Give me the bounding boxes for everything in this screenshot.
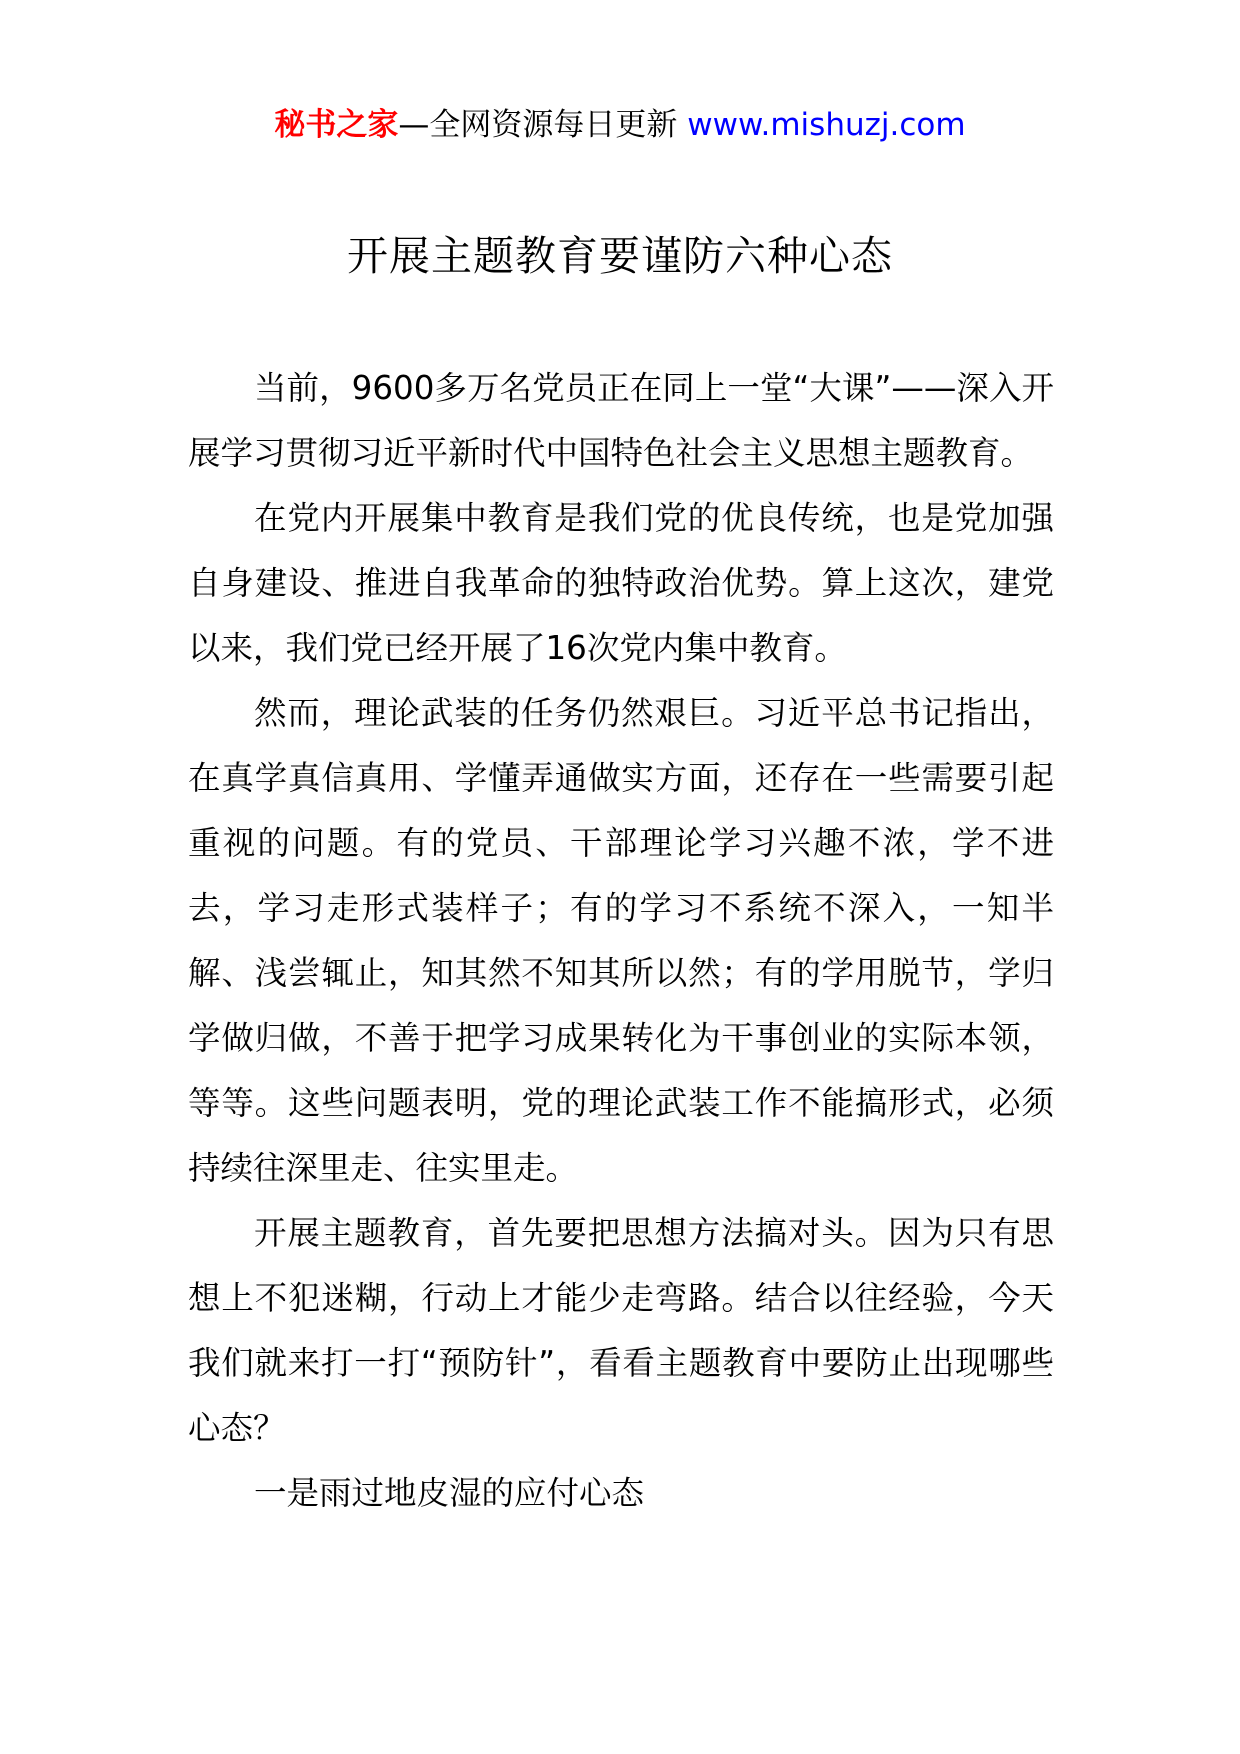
paragraph-problems: 然而，理论武装的任务仍然艰巨。习近平总书记指出，在真学真信真用、学懂弄通做实方面，还存在一些需要引起重视的问题。有的党员、干部理论学习兴趣不浓，学不进去，学习走形式装样子；有的学习不系统不深入，一知半解、浅尝辄止，知其然不知其所以然；有的学用脱节，学归学做归做，不善于把学习成果转化为干事创业的实际本领，等等。这些问题表明，党的理论武装工作不能搞形式，必须持续往深里走、往实里走。	[188, 694, 1054, 1187]
site-header	[0, 102, 1240, 148]
document-title: 开展主题教育要谨防六种心态	[347, 232, 893, 280]
paragraph-intro: 当前，9600多万名党员正在同上一堂“大课”——深入开展学习贯彻习近平新时代中国特色社会主义思想主题教育。	[188, 369, 1054, 472]
section-heading: 一是雨过地皮湿的应付心态	[254, 1474, 645, 1512]
document-body	[188, 356, 1054, 1526]
paragraph-preface: 开展主题教育，首先要把思想方法搞对头。因为只有思想上不犯迷糊，行动上才能少走弯路。结合以往经验，今天我们就来打一打“预防针”，看看主题教育中要防止出现哪些心态？	[188, 1214, 1054, 1447]
paragraph-tradition: 在党内开展集中教育是我们党的优良传统，也是党加强自身建设、推进自我革命的独特政治优势。算上这次，建党以来，我们党已经开展了16次党内集中教育。	[188, 499, 1054, 667]
site-url-link[interactable]: www.mishuzj.com	[687, 107, 966, 143]
site-slogan: —全网资源每日更新	[398, 107, 678, 143]
site-brand: 秘书之家	[274, 107, 399, 143]
